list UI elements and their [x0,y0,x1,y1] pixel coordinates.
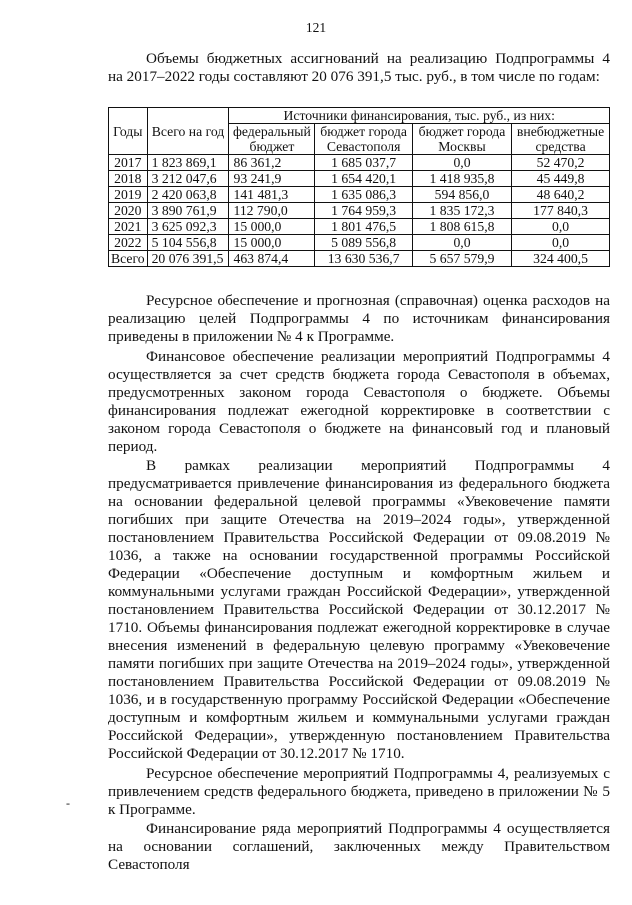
cell-sevastopol: 1 635 086,3 [315,187,413,203]
cell-moscow: 5 657 579,9 [412,251,511,267]
budget-table [108,107,610,267]
cell-sevastopol: 1 764 959,3 [315,203,413,219]
cell-year: 2022 [109,235,148,251]
cell-extrabudget: 48 640,2 [512,187,610,203]
cell-federal: 86 361,2 [229,155,315,171]
intro-line-1: Объемы бюджетных ассигнований на реализацию Подпрограммы 4 [146,50,610,67]
body-text [108,292,610,876]
cell-extrabudget: 324 400,5 [512,251,610,267]
cell-total: 3 212 047,6 [147,171,229,187]
table-row [109,203,610,219]
margin-mark: - [66,796,70,810]
header-year: Годы [109,108,148,155]
cell-total: 20 076 391,5 [147,251,229,267]
cell-federal: 463 874,4 [229,251,315,267]
cell-total: 1 823 869,1 [147,155,229,171]
cell-year: 2021 [109,219,148,235]
paragraph: Ресурсное обеспечение и прогнозная (справочная) оценка расходов на реализацию целей Подпрограммы 4 по источникам финансирования приведены в приложении № 4 к Программе. [108,292,610,345]
table-row [109,187,610,203]
cell-federal: 15 000,0 [229,235,315,251]
table-row-total [109,251,610,267]
paragraph: В рамках реализации мероприятий Подпрограммы 4 предусматривается привлечение финансирования из федерального бюджета на основании федеральной целевой программы «Увековечение памяти погибших при защите Отечества на 2019–2024 годы», утвержденной постановлением Правительства Российской Федерации от 09.08.2019 № 1036, а также на основании государственной программы Российской Федерации «Обеспечение доступным и комфортным жильем и коммунальными услугами граждан Российской Федерации», утвержденной постановлением Правительства Российской Федерации от 30.12.2017 № 1710. Объемы финансирования подлежат ежегодной корректировке в случае внесения изменений в федеральную целевую программу «Увековечение памяти погибших при защите Отечества на 2019–2024 годы», утвержденной постановлением Правительства Российской Федерации от 09.08.2019 № 1036, и в государственную программу Российской Федерации «Обеспечение доступным и комфортным жильем и коммунальными услугами граждан Российской Федерации», утвержденную постановлением Правительства Российской Федерации от 30.12.2017 № 1710. [108,457,610,762]
paragraph: Финансовое обеспечение реализации мероприятий Подпрограммы 4 осуществляется за счет средств бюджета города Севастополя в объемах, предусмотренных законом города Севастополя о бюджете. Объемы финансирования подлежат ежегодной корректировке в соответствии с законом города Севастополя о бюджете на финансовый год и плановый период. [108,347,610,455]
page-number: 121 [305,20,327,35]
cell-year: 2020 [109,203,148,219]
cell-moscow: 594 856,0 [412,187,511,203]
table-row [109,171,610,187]
header-moscow: бюджет города Москвы [412,124,511,155]
cell-extrabudget: 45 449,8 [512,171,610,187]
cell-moscow: 1 418 935,8 [412,171,511,187]
cell-sevastopol: 1 654 420,1 [315,171,413,187]
header-sources: Источники финансирования, тыс. руб., из них: [229,108,610,124]
cell-federal: 112 790,0 [229,203,315,219]
cell-moscow: 0,0 [412,155,511,171]
table-row [109,155,610,171]
cell-sevastopol: 5 089 556,8 [315,235,413,251]
table-row [109,235,610,251]
cell-extrabudget: 0,0 [512,219,610,235]
paragraph: Ресурсное обеспечение мероприятий Подпрограммы 4, реализуемых с привлечением средств федерального бюджета, приведено в приложении № 5 к Программе. [108,764,610,818]
cell-moscow: 1 835 172,3 [412,203,511,219]
cell-extrabudget: 177 840,3 [512,203,610,219]
cell-total: 5 104 556,8 [147,235,229,251]
header-total: Всего на год [147,108,229,155]
cell-sevastopol: 1 685 037,7 [315,155,413,171]
cell-year: 2017 [109,155,148,171]
intro-text [108,50,610,86]
cell-federal: 93 241,9 [229,171,315,187]
table-row [109,219,610,235]
header-extrabudget: внебюджетные средства [512,124,610,155]
paragraph: Финансирование ряда мероприятий Подпрограммы 4 осуществляется на основании соглашений, заключенных между Правительством Севастополя [108,820,610,873]
cell-year: Всего [109,251,148,267]
cell-moscow: 0,0 [412,235,511,251]
cell-year: 2018 [109,171,148,187]
header-federal: федеральный бюджет [229,124,315,155]
cell-federal: 15 000,0 [229,219,315,235]
cell-total: 3 890 761,9 [147,203,229,219]
cell-extrabudget: 52 470,2 [512,155,610,171]
cell-year: 2019 [109,187,148,203]
cell-total: 3 625 092,3 [147,219,229,235]
cell-moscow: 1 808 615,8 [412,219,511,235]
cell-sevastopol: 1 801 476,5 [315,219,413,235]
intro-line-2: на 2017–2022 годы составляют 20 076 391,5 тыс. руб., в том числе по годам: [108,68,600,85]
cell-sevastopol: 13 630 536,7 [315,251,413,267]
header-sevastopol: бюджет города Севастополя [315,124,413,155]
cell-federal: 141 481,3 [229,187,315,203]
cell-extrabudget: 0,0 [512,235,610,251]
cell-total: 2 420 063,8 [147,187,229,203]
